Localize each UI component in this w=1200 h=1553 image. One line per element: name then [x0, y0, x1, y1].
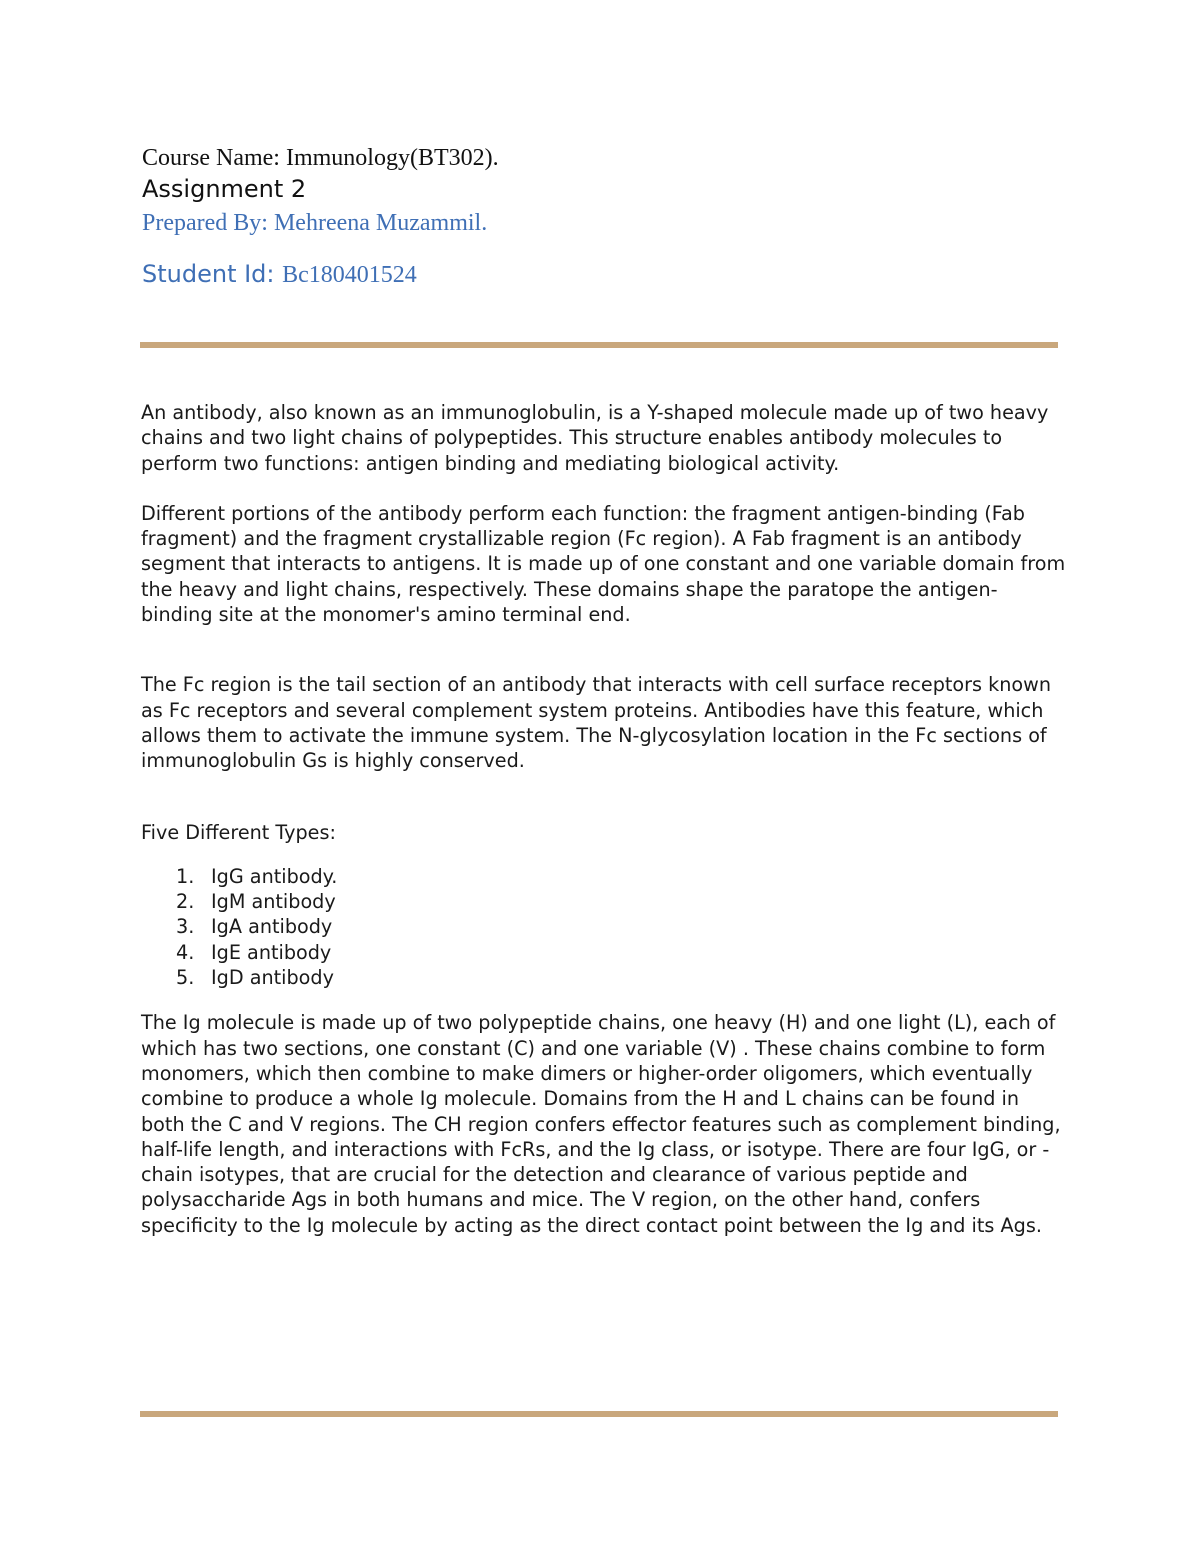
- list-item-number: 4.: [176, 940, 195, 964]
- student-id-value: Bc180401524: [282, 262, 417, 288]
- list-item-number: 2.: [176, 890, 195, 914]
- list-item-label: IgG antibody.: [211, 864, 338, 888]
- bottom-divider: [140, 1411, 1058, 1417]
- list-item: [141, 965, 1066, 990]
- paragraph-ig-molecule: The Ig molecule is made up of two polypeptide chains, one heavy (H) and one light (L), each of which has two sections, one constant (C) and one variable (V) . These chains combine to form monomers, which then combine to make dimers or higher-order oligomers, which eventually combine to produce a whole Ig molecule. Domains from the H and L chains can be found in both the C and V regions. The CH region confers effector features such as complement binding, half-life length, and interactions with FcRs, and the Ig class, or isotype. There are four IgG, or -chain isotypes, that are crucial for the detection and clearance of various peptide and polysaccharide Ags in both humans and mice. The V region, on the other hand, confers specificity to the Ig molecule by acting as the direct contact point between the Ig and its Ags.: [141, 1011, 1061, 1237]
- list-item-number: 5.: [176, 966, 195, 990]
- document-header: [142, 144, 1062, 291]
- paragraph-antibody-intro: An antibody, also known as an immunoglobulin, is a Y-shaped molecule made up of two heavy chains and two light chains of polypeptides. This structure enables antibody molecules to perform two functions: antigen binding and mediating biological activity.: [141, 401, 1049, 475]
- list-item: [141, 889, 1066, 914]
- paragraph-fab-fragment: Different portions of the antibody perform each function: the fragment antigen-binding (Fab fragment) and the fragment crystallizable region (Fc region). A Fab fragment is an antibody segment that interacts to antigens. It is made up of one constant and one variable domain from the heavy and light chains, respectively. These domains shape the paratope the antigen-binding site at the monomer's amino terminal end.: [141, 501, 1066, 627]
- antibody-types-list: [141, 864, 1066, 990]
- list-item-label: IgE antibody: [211, 940, 332, 964]
- student-id-label: Student Id:: [142, 260, 283, 288]
- course-name: Course Name: Immunology(BT302).: [142, 145, 499, 171]
- assignment-title: Assignment 2: [142, 175, 307, 203]
- top-divider: [140, 342, 1058, 348]
- student-id: [142, 258, 1062, 291]
- list-item-label: IgM antibody: [211, 890, 336, 914]
- types-heading: Five Different Types:: [141, 820, 336, 844]
- list-item-number: 1.: [176, 864, 195, 888]
- list-item-number: 3.: [176, 915, 195, 939]
- paragraph-fc-region: The Fc region is the tail section of an antibody that interacts with cell surface receptors known as Fc receptors and several complement system proteins. Antibodies have this feature, which allows them to activate the immune system. The N-glycosylation location in the Fc sections of immunoglobulin Gs is highly conserved.: [141, 673, 1052, 773]
- list-item-label: IgA antibody: [211, 915, 333, 939]
- prepared-by: Prepared By: Mehreena Muzammil.: [142, 210, 488, 236]
- list-item: [141, 864, 1066, 889]
- list-item: [141, 940, 1066, 965]
- document-body: [141, 400, 1066, 1238]
- list-item: [141, 914, 1066, 939]
- list-item-label: IgD antibody: [211, 966, 334, 990]
